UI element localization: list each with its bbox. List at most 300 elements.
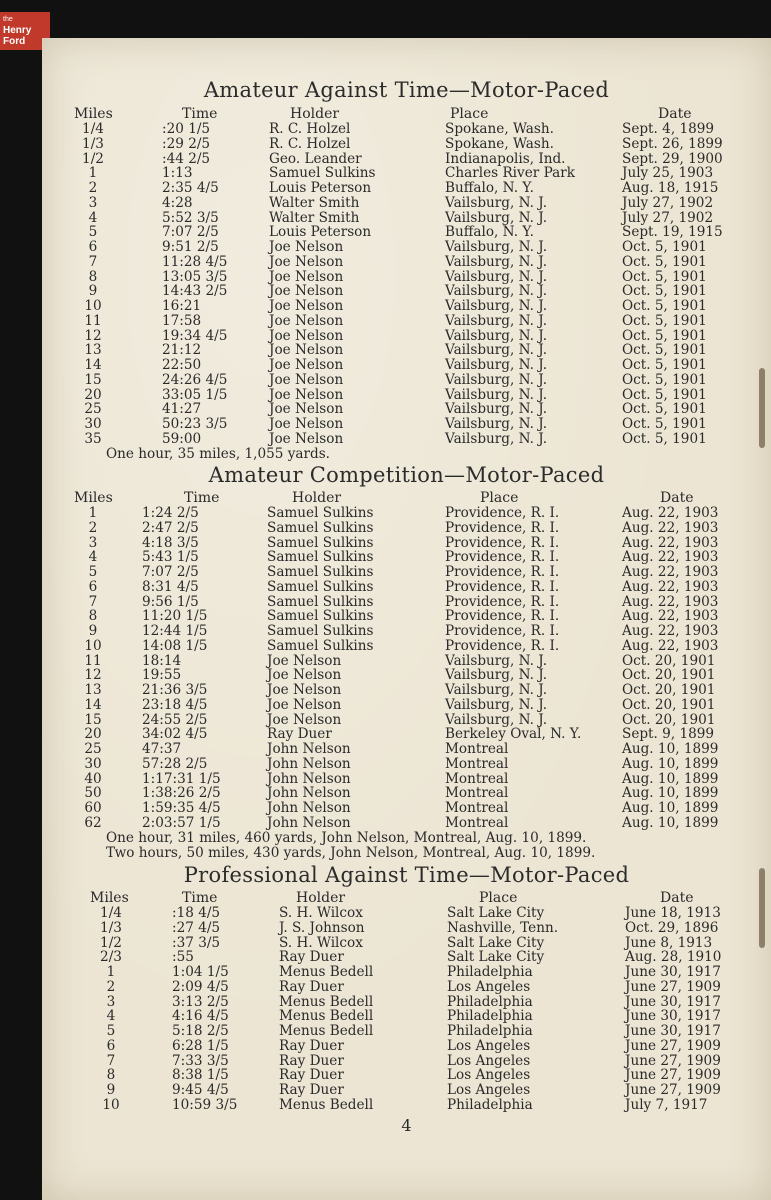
date-cell: July 27, 1902 bbox=[622, 209, 714, 226]
place-cell: Providence, R. I. bbox=[445, 637, 560, 654]
time-cell: 1:17:31 1/5 bbox=[142, 770, 221, 787]
miles-cell: 8 bbox=[88, 268, 98, 285]
date-cell: Oct. 5, 1901 bbox=[622, 253, 707, 270]
holder-cell: Samuel Sulkins bbox=[267, 534, 374, 551]
time-cell: 7:07 2/5 bbox=[142, 564, 199, 580]
time-cell: 14:43 2/5 bbox=[162, 283, 228, 300]
miles-cell: 25 bbox=[84, 741, 102, 757]
place-cell: Charles River Park bbox=[445, 165, 575, 182]
place-cell: Providence, R. I. bbox=[445, 623, 560, 639]
miles-cell: 2/3 bbox=[100, 949, 122, 966]
holder-header: Holder bbox=[290, 106, 340, 122]
time-cell: 16:21 bbox=[162, 298, 202, 314]
holder-cell: Samuel Sulkins bbox=[267, 505, 374, 521]
time-cell: 4:18 3/5 bbox=[142, 534, 199, 551]
miles-cell: 40 bbox=[84, 770, 102, 787]
miles-cell: 20 bbox=[84, 386, 102, 403]
date-cell: Oct. 5, 1901 bbox=[622, 371, 707, 388]
date-cell: Oct. 20, 1901 bbox=[622, 682, 716, 698]
holder-cell: Joe Nelson bbox=[269, 268, 344, 285]
place-header: Place bbox=[479, 890, 518, 906]
place-cell: Montreal bbox=[445, 741, 509, 757]
table-row bbox=[42, 995, 771, 1010]
document-page bbox=[42, 38, 771, 1200]
holder-cell: Joe Nelson bbox=[267, 667, 342, 684]
place-cell: Vailsburg, N. J. bbox=[445, 386, 548, 403]
place-cell: Berkeley Oval, N. Y. bbox=[445, 726, 582, 743]
miles-cell: 10 bbox=[84, 298, 102, 314]
table-header-row bbox=[42, 491, 771, 506]
date-cell: June 27, 1909 bbox=[625, 978, 721, 995]
time-cell: 34:02 4/5 bbox=[142, 726, 208, 743]
date-cell: June 8, 1913 bbox=[625, 934, 713, 951]
time-cell: 9:45 4/5 bbox=[172, 1082, 229, 1098]
time-cell: 4:28 bbox=[162, 194, 193, 211]
holder-cell: Joe Nelson bbox=[269, 253, 344, 270]
date-cell: Oct. 20, 1901 bbox=[622, 696, 716, 713]
holder-cell: Ray Duer bbox=[267, 726, 332, 743]
holder-cell: Joe Nelson bbox=[269, 283, 344, 300]
miles-cell: 5 bbox=[106, 1023, 116, 1039]
holder-cell: Joe Nelson bbox=[269, 357, 344, 373]
place-cell: Vailsburg, N. J. bbox=[445, 239, 548, 255]
date-cell: July 27, 1902 bbox=[622, 194, 714, 211]
place-cell: Vailsburg, N. J. bbox=[445, 711, 548, 728]
date-cell: Aug. 22, 1903 bbox=[622, 505, 719, 521]
miles-cell: 1/3 bbox=[100, 919, 122, 936]
place-cell: Montreal bbox=[445, 770, 509, 787]
holder-cell: Menus Bedell bbox=[279, 964, 374, 980]
place-cell: Vailsburg, N. J. bbox=[445, 283, 548, 300]
table-row bbox=[42, 432, 771, 447]
time-cell: 21:12 bbox=[162, 342, 202, 359]
table-row bbox=[42, 314, 771, 329]
date-cell: June 27, 1909 bbox=[625, 1067, 721, 1084]
date-cell: Oct. 5, 1901 bbox=[622, 283, 707, 300]
holder-cell: Joe Nelson bbox=[267, 682, 342, 698]
holder-cell: R. C. Holzel bbox=[269, 121, 351, 137]
table-row bbox=[42, 654, 771, 669]
holder-cell: Ray Duer bbox=[279, 1052, 344, 1069]
holder-cell: Samuel Sulkins bbox=[267, 608, 374, 625]
table-row bbox=[42, 609, 771, 624]
date-cell: Oct. 5, 1901 bbox=[622, 416, 707, 432]
time-cell: 50:23 3/5 bbox=[162, 416, 228, 432]
miles-cell: 11 bbox=[84, 312, 102, 329]
table-row bbox=[42, 550, 771, 565]
date-cell: Oct. 5, 1901 bbox=[622, 312, 707, 329]
date-cell: June 30, 1917 bbox=[625, 964, 721, 980]
place-cell: Los Angeles bbox=[447, 1082, 531, 1098]
record-note: One hour, 35 miles, 1,055 yards. bbox=[106, 445, 330, 462]
holder-cell: John Nelson bbox=[267, 755, 351, 772]
place-cell: Philadelphia bbox=[447, 1008, 533, 1025]
date-cell: Aug. 10, 1899 bbox=[622, 800, 719, 816]
miles-cell: 25 bbox=[84, 401, 102, 418]
place-cell: Vailsburg, N. J. bbox=[445, 652, 548, 669]
date-cell: Aug. 10, 1899 bbox=[622, 755, 719, 772]
holder-cell: Ray Duer bbox=[279, 949, 344, 966]
miles-cell: 1/3 bbox=[82, 135, 104, 152]
place-cell: Vailsburg, N. J. bbox=[445, 667, 548, 684]
place-cell: Vailsburg, N. J. bbox=[445, 371, 548, 388]
miles-cell: 2 bbox=[88, 519, 98, 536]
date-header: Date bbox=[660, 490, 694, 506]
logo-the: the bbox=[3, 16, 13, 23]
place-cell: Montreal bbox=[445, 785, 509, 802]
date-cell: Oct. 5, 1901 bbox=[622, 357, 707, 373]
holder-cell: Joe Nelson bbox=[269, 401, 344, 418]
time-cell: 2:35 4/5 bbox=[162, 180, 219, 196]
table-row bbox=[42, 211, 771, 226]
holder-cell: Walter Smith bbox=[269, 194, 360, 211]
table-row bbox=[42, 1098, 771, 1113]
section-title: Amateur Competition—Motor-Paced bbox=[208, 463, 605, 487]
table-row bbox=[42, 580, 771, 595]
miles-cell: 1/4 bbox=[100, 905, 122, 921]
miles-cell: 4 bbox=[88, 549, 98, 566]
table-row bbox=[42, 506, 771, 521]
table-row bbox=[42, 772, 771, 787]
table-row bbox=[42, 565, 771, 580]
table-row bbox=[42, 270, 771, 285]
date-cell: Aug. 22, 1903 bbox=[622, 593, 719, 610]
time-cell: :27 4/5 bbox=[172, 919, 221, 936]
time-cell: 8:31 4/5 bbox=[142, 578, 199, 595]
holder-cell: Joe Nelson bbox=[269, 327, 344, 344]
holder-cell: Samuel Sulkins bbox=[267, 549, 374, 566]
holder-cell: Ray Duer bbox=[279, 978, 344, 995]
time-cell: 1:59:35 4/5 bbox=[142, 800, 221, 816]
place-cell: Montreal bbox=[445, 814, 509, 831]
time-cell: 1:04 1/5 bbox=[172, 964, 229, 980]
holder-cell: Joe Nelson bbox=[267, 652, 342, 669]
table-row bbox=[42, 181, 771, 196]
time-cell: 5:43 1/5 bbox=[142, 549, 199, 566]
holder-cell: Louis Peterson bbox=[269, 224, 372, 241]
table-row bbox=[42, 786, 771, 801]
table-row bbox=[42, 521, 771, 536]
table-row bbox=[42, 402, 771, 417]
date-cell: Aug. 22, 1903 bbox=[622, 549, 719, 566]
holder-cell: Samuel Sulkins bbox=[267, 519, 374, 536]
time-header: Time bbox=[184, 490, 220, 506]
miles-cell: 20 bbox=[84, 726, 102, 743]
table-row bbox=[42, 624, 771, 639]
holder-cell: John Nelson bbox=[267, 800, 351, 816]
table-row bbox=[42, 299, 771, 314]
miles-cell: 1/2 bbox=[100, 934, 122, 951]
time-cell: 41:27 bbox=[162, 401, 202, 418]
place-cell: Providence, R. I. bbox=[445, 593, 560, 610]
time-cell: 2:09 4/5 bbox=[172, 978, 229, 995]
miles-header: Miles bbox=[90, 890, 129, 906]
miles-cell: 15 bbox=[84, 711, 102, 728]
table-header-row bbox=[42, 891, 771, 906]
date-cell: Oct. 5, 1901 bbox=[622, 239, 707, 255]
table-row bbox=[42, 906, 771, 921]
miles-cell: 8 bbox=[88, 608, 98, 625]
time-cell: 7:07 2/5 bbox=[162, 224, 219, 241]
logo-name-2: Ford bbox=[3, 36, 26, 47]
time-cell: 23:18 4/5 bbox=[142, 696, 208, 713]
holder-cell: S. H. Wilcox bbox=[279, 905, 363, 921]
miles-cell: 12 bbox=[84, 327, 102, 344]
holder-cell: Joe Nelson bbox=[269, 371, 344, 388]
place-cell: Salt Lake City bbox=[447, 949, 545, 966]
time-cell: 21:36 3/5 bbox=[142, 682, 208, 698]
holder-cell: John Nelson bbox=[267, 770, 351, 787]
miles-cell: 60 bbox=[84, 800, 102, 816]
date-cell: June 27, 1909 bbox=[625, 1082, 721, 1098]
date-cell: July 7, 1917 bbox=[625, 1096, 708, 1113]
records-table bbox=[42, 891, 771, 1113]
date-cell: Aug. 22, 1903 bbox=[622, 608, 719, 625]
table-row bbox=[42, 921, 771, 936]
page-number: 4 bbox=[401, 1116, 412, 1135]
place-cell: Providence, R. I. bbox=[445, 534, 560, 551]
place-cell: Providence, R. I. bbox=[445, 564, 560, 580]
table-row bbox=[42, 950, 771, 965]
miles-cell: 6 bbox=[88, 578, 98, 595]
time-cell: 6:28 1/5 bbox=[172, 1037, 229, 1054]
time-cell: 10:59 3/5 bbox=[172, 1096, 238, 1113]
time-cell: 24:26 4/5 bbox=[162, 371, 228, 388]
section-title: Professional Against Time—Motor-Paced bbox=[183, 863, 630, 887]
place-cell: Vailsburg, N. J. bbox=[445, 357, 548, 373]
table-row bbox=[42, 196, 771, 211]
date-cell: June 30, 1917 bbox=[625, 1008, 721, 1025]
place-cell: Providence, R. I. bbox=[445, 608, 560, 625]
miles-cell: 3 bbox=[88, 534, 98, 551]
date-cell: Oct. 5, 1901 bbox=[622, 298, 707, 314]
time-cell: 18:14 bbox=[142, 652, 182, 669]
miles-cell: 11 bbox=[84, 652, 102, 669]
table-row bbox=[42, 417, 771, 432]
miles-cell: 15 bbox=[84, 371, 102, 388]
time-cell: 59:00 bbox=[162, 430, 202, 447]
table-row bbox=[42, 152, 771, 167]
miles-cell: 9 bbox=[88, 623, 98, 639]
place-cell: Philadelphia bbox=[447, 1023, 533, 1039]
miles-cell: 7 bbox=[106, 1052, 116, 1069]
place-cell: Vailsburg, N. J. bbox=[445, 416, 548, 432]
logo-name-1: Henry bbox=[3, 25, 32, 36]
place-cell: Providence, R. I. bbox=[445, 549, 560, 566]
date-cell: Aug. 22, 1903 bbox=[622, 623, 719, 639]
place-cell: Nashville, Tenn. bbox=[447, 919, 559, 936]
miles-cell: 3 bbox=[88, 194, 98, 211]
time-cell: 17:58 bbox=[162, 312, 202, 329]
date-cell: Sept. 4, 1899 bbox=[622, 121, 715, 137]
date-cell: Oct. 5, 1901 bbox=[622, 342, 707, 359]
date-cell: July 25, 1903 bbox=[622, 165, 714, 182]
time-cell: 1:24 2/5 bbox=[142, 505, 199, 521]
date-cell: June 18, 1913 bbox=[625, 905, 721, 921]
table-row bbox=[42, 255, 771, 270]
table-row bbox=[42, 388, 771, 403]
miles-cell: 50 bbox=[84, 785, 102, 802]
place-cell: Vailsburg, N. J. bbox=[445, 401, 548, 418]
place-cell: Philadelphia bbox=[447, 1096, 533, 1113]
section-title: Amateur Against Time—Motor-Paced bbox=[203, 78, 610, 102]
place-cell: Spokane, Wash. bbox=[445, 121, 554, 137]
place-cell: Los Angeles bbox=[447, 1052, 531, 1069]
date-header: Date bbox=[660, 890, 694, 906]
holder-cell: Samuel Sulkins bbox=[267, 593, 374, 610]
time-cell: 14:08 1/5 bbox=[142, 637, 208, 654]
holder-cell: Walter Smith bbox=[269, 209, 360, 226]
place-cell: Vailsburg, N. J. bbox=[445, 696, 548, 713]
time-header: Time bbox=[182, 890, 218, 906]
table-row bbox=[42, 137, 771, 152]
miles-cell: 9 bbox=[88, 283, 98, 300]
holder-cell: Joe Nelson bbox=[269, 239, 344, 255]
date-cell: Oct. 5, 1901 bbox=[622, 268, 707, 285]
time-cell: 2:03:57 1/5 bbox=[142, 814, 221, 831]
place-cell: Providence, R. I. bbox=[445, 578, 560, 595]
table-row bbox=[42, 284, 771, 299]
time-cell: :18 4/5 bbox=[172, 905, 221, 921]
miles-cell: 5 bbox=[88, 224, 98, 241]
place-cell: Vailsburg, N. J. bbox=[445, 312, 548, 329]
date-cell: Oct. 20, 1901 bbox=[622, 652, 716, 669]
date-cell: Oct. 5, 1901 bbox=[622, 430, 707, 447]
place-cell: Vailsburg, N. J. bbox=[445, 194, 548, 211]
time-cell: 57:28 2/5 bbox=[142, 755, 208, 772]
date-cell: Oct. 5, 1901 bbox=[622, 386, 707, 403]
place-cell: Vailsburg, N. J. bbox=[445, 682, 548, 698]
holder-cell: Menus Bedell bbox=[279, 1096, 374, 1113]
time-cell: 5:18 2/5 bbox=[172, 1023, 229, 1039]
table-row bbox=[42, 668, 771, 683]
time-cell: 13:05 3/5 bbox=[162, 268, 228, 285]
holder-header: Holder bbox=[296, 890, 346, 906]
miles-cell: 14 bbox=[84, 696, 102, 713]
holder-cell: Samuel Sulkins bbox=[267, 578, 374, 595]
miles-cell: 6 bbox=[106, 1037, 116, 1054]
miles-header: Miles bbox=[74, 490, 113, 506]
date-cell: Aug. 18, 1915 bbox=[622, 180, 719, 196]
date-cell: Aug. 22, 1903 bbox=[622, 519, 719, 536]
miles-cell: 9 bbox=[106, 1082, 116, 1098]
holder-cell: Ray Duer bbox=[279, 1067, 344, 1084]
place-cell: Philadelphia bbox=[447, 964, 533, 980]
place-cell: Spokane, Wash. bbox=[445, 135, 554, 152]
time-cell: :37 3/5 bbox=[172, 934, 221, 951]
holder-cell: John Nelson bbox=[267, 785, 351, 802]
holder-cell: Joe Nelson bbox=[269, 416, 344, 432]
time-cell: 47:37 bbox=[142, 741, 182, 757]
miles-cell: 30 bbox=[84, 755, 102, 772]
holder-cell: Joe Nelson bbox=[269, 386, 344, 403]
holder-cell: Ray Duer bbox=[279, 1037, 344, 1054]
holder-cell: Samuel Sulkins bbox=[267, 623, 374, 639]
time-cell: 2:47 2/5 bbox=[142, 519, 199, 536]
place-header: Place bbox=[450, 106, 489, 122]
miles-cell: 62 bbox=[84, 814, 102, 831]
date-cell: Aug. 10, 1899 bbox=[622, 814, 719, 831]
time-cell: 3:13 2/5 bbox=[172, 993, 229, 1010]
holder-cell: Joe Nelson bbox=[267, 711, 342, 728]
miles-cell: 13 bbox=[84, 682, 102, 698]
date-cell: June 27, 1909 bbox=[625, 1037, 721, 1054]
place-header: Place bbox=[480, 490, 519, 506]
holder-cell: Samuel Sulkins bbox=[267, 564, 374, 580]
table-row bbox=[42, 329, 771, 344]
place-cell: Buffalo, N. Y. bbox=[445, 224, 534, 241]
time-header: Time bbox=[182, 106, 218, 122]
date-cell: Sept. 29, 1900 bbox=[622, 150, 723, 167]
records-table bbox=[42, 107, 771, 462]
table-row bbox=[42, 122, 771, 137]
date-cell: Aug. 10, 1899 bbox=[622, 770, 719, 787]
date-cell: Oct. 20, 1901 bbox=[622, 667, 716, 684]
holder-cell: Ray Duer bbox=[279, 1082, 344, 1098]
holder-cell: S. H. Wilcox bbox=[279, 934, 363, 951]
date-cell: June 30, 1917 bbox=[625, 993, 721, 1010]
time-cell: 22:50 bbox=[162, 357, 202, 373]
time-cell: 11:20 1/5 bbox=[142, 608, 208, 625]
table-row bbox=[42, 683, 771, 698]
miles-cell: 2 bbox=[88, 180, 98, 196]
time-cell: 9:51 2/5 bbox=[162, 239, 219, 255]
table-row bbox=[42, 742, 771, 757]
miles-cell: 5 bbox=[88, 564, 98, 580]
date-cell: Aug. 10, 1899 bbox=[622, 741, 719, 757]
miles-cell: 1 bbox=[88, 505, 98, 521]
table-row bbox=[42, 1068, 771, 1083]
holder-cell: R. C. Holzel bbox=[269, 135, 351, 152]
miles-cell: 2 bbox=[106, 978, 116, 995]
time-cell: 19:34 4/5 bbox=[162, 327, 228, 344]
holder-cell: Joe Nelson bbox=[267, 696, 342, 713]
holder-cell: Geo. Leander bbox=[269, 150, 362, 167]
miles-cell: 8 bbox=[106, 1067, 116, 1084]
table-row bbox=[42, 936, 771, 951]
holder-cell: Louis Peterson bbox=[269, 180, 372, 196]
time-cell: 1:38:26 2/5 bbox=[142, 785, 221, 802]
table-row bbox=[42, 757, 771, 772]
table-row bbox=[42, 639, 771, 654]
place-cell: Vailsburg, N. J. bbox=[445, 430, 548, 447]
place-cell: Salt Lake City bbox=[447, 905, 545, 921]
place-cell: Salt Lake City bbox=[447, 934, 545, 951]
date-cell: Aug. 22, 1903 bbox=[622, 564, 719, 580]
holder-cell: Samuel Sulkins bbox=[267, 637, 374, 654]
place-cell: Los Angeles bbox=[447, 1067, 531, 1084]
place-cell: Providence, R. I. bbox=[445, 519, 560, 536]
table-row bbox=[42, 727, 771, 742]
miles-cell: 30 bbox=[84, 416, 102, 432]
date-cell: Oct. 5, 1901 bbox=[622, 401, 707, 418]
time-cell: 33:05 1/5 bbox=[162, 386, 228, 403]
miles-cell: 14 bbox=[84, 357, 102, 373]
table-row bbox=[42, 166, 771, 181]
table-row bbox=[42, 343, 771, 358]
time-cell: 4:16 4/5 bbox=[172, 1008, 229, 1025]
table-row bbox=[42, 1054, 771, 1069]
record-note: One hour, 31 miles, 460 yards, John Nelson, Montreal, Aug. 10, 1899. bbox=[106, 829, 587, 846]
place-cell: Vailsburg, N. J. bbox=[445, 268, 548, 285]
holder-cell: Joe Nelson bbox=[269, 430, 344, 447]
holder-cell: John Nelson bbox=[267, 814, 351, 831]
time-cell: 11:28 4/5 bbox=[162, 253, 228, 270]
time-cell: :20 1/5 bbox=[162, 121, 211, 137]
date-cell: June 27, 1909 bbox=[625, 1052, 721, 1069]
date-cell: Sept. 26, 1899 bbox=[622, 135, 723, 152]
table-row bbox=[42, 595, 771, 610]
